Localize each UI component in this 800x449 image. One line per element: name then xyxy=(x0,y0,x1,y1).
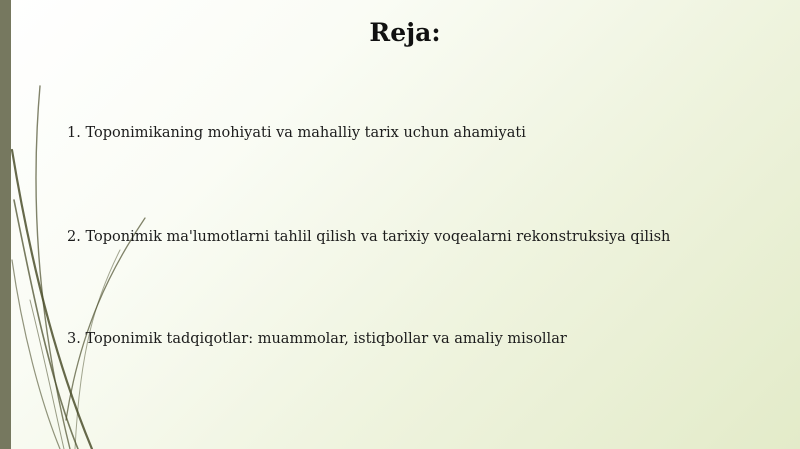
slide-title: Reja: xyxy=(369,18,441,47)
list-item: 1. Toponimikaning mohiyati va mahalliy tarix uchun ahamiyati xyxy=(67,125,526,141)
grass-blades-decoration-icon xyxy=(0,0,200,449)
list-item: 3. Toponimik tadqiqotlar: muammolar, istiqbollar va amaliy misollar xyxy=(67,331,567,347)
list-item: 2. Toponimik ma'lumotlarni tahlil qilish va tarixiy voqealarni rekonstruksiya qilish xyxy=(67,229,671,245)
